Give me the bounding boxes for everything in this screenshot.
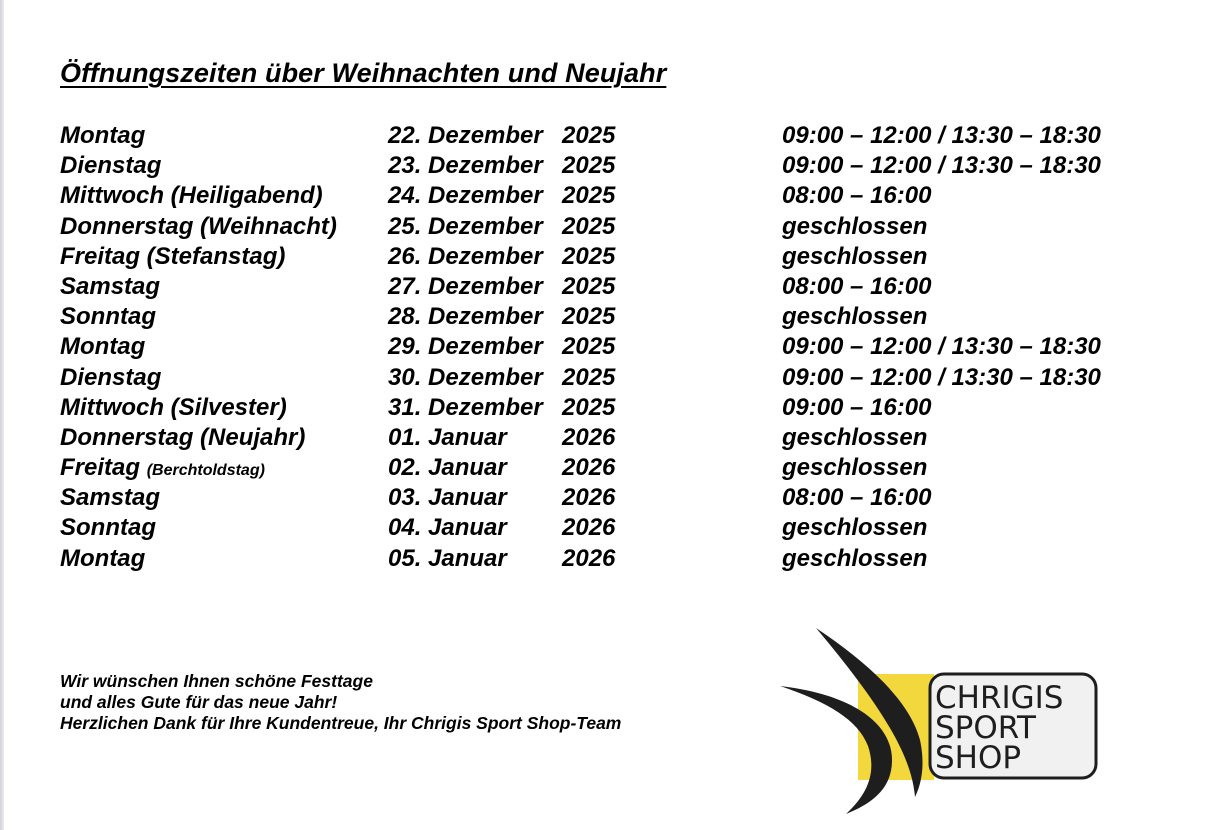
- year-label: 2025: [562, 333, 616, 361]
- opening-hours-label: geschlossen: [782, 544, 928, 572]
- date-label: 23. Dezember: [388, 152, 543, 180]
- opening-hours-schedule: [60, 121, 1180, 574]
- year-label: 2025: [562, 393, 616, 421]
- date-label: 01. Januar: [388, 423, 507, 451]
- logo-text-line: CHRIGIS: [935, 680, 1064, 716]
- weekday-label: Sonntag: [60, 514, 156, 542]
- opening-hours-label: geschlossen: [782, 423, 928, 451]
- date-label: 03. Januar: [388, 484, 507, 512]
- opening-hours-label: 09:00 – 12:00 / 13:30 – 18:30: [782, 152, 1101, 180]
- schedule-row: [60, 483, 1180, 513]
- year-label: 2025: [562, 152, 616, 180]
- opening-hours-label: geschlossen: [782, 454, 928, 482]
- opening-hours-label: 08:00 – 16:00: [782, 272, 932, 300]
- holiday-note: (Berchtoldstag): [146, 462, 265, 480]
- page-edge-shadow: [0, 0, 4, 830]
- weekday-cell: [60, 483, 160, 513]
- date-label: 31. Dezember: [388, 393, 543, 421]
- schedule-row: [60, 181, 1180, 211]
- weekday-cell: [60, 181, 323, 211]
- date-label: 02. Januar: [388, 454, 507, 482]
- weekday-label: Freitag: [60, 454, 141, 482]
- year-label: 2025: [562, 303, 616, 331]
- weekday-cell: [60, 363, 161, 393]
- schedule-row: [60, 302, 1180, 332]
- weekday-label: Montag: [60, 122, 146, 149]
- date-label: 30. Dezember: [388, 363, 543, 391]
- opening-hours-label: geschlossen: [782, 242, 928, 270]
- greeting-line: Wir wünschen Ihnen schöne Festtage: [60, 671, 373, 691]
- schedule-row: [60, 151, 1180, 181]
- page-title: Öffnungszeiten über Weihnachten und Neujahr: [60, 58, 667, 88]
- opening-hours-label: geschlossen: [782, 212, 928, 240]
- date-label: 24. Dezember: [388, 182, 543, 210]
- opening-hours-label: 08:00 – 16:00: [782, 484, 932, 512]
- weekday-label: Donnerstag (Neujahr): [60, 423, 306, 451]
- opening-hours-label: 09:00 – 12:00 / 13:30 – 18:30: [782, 363, 1101, 391]
- chrigis-sport-shop-logo: [780, 622, 1110, 817]
- date-label: 22. Dezember: [388, 122, 543, 149]
- schedule-row: [60, 544, 1180, 574]
- schedule-row: [60, 453, 1180, 483]
- logo-text-line: SPORT: [935, 710, 1036, 746]
- weekday-cell: [60, 332, 145, 362]
- opening-hours-label: geschlossen: [782, 514, 928, 542]
- date-label: 26. Dezember: [388, 242, 543, 270]
- year-label: 2026: [562, 454, 616, 482]
- logo-text-line: SHOP: [935, 740, 1022, 776]
- schedule-row: [60, 423, 1180, 453]
- date-label: 27. Dezember: [388, 272, 543, 300]
- schedule-row: [60, 121, 1180, 151]
- opening-hours-label: 09:00 – 16:00: [782, 393, 932, 421]
- opening-hours-label: geschlossen: [782, 303, 928, 331]
- date-label: 04. Januar: [388, 514, 507, 542]
- weekday-cell: [60, 393, 287, 423]
- opening-hours-label: 08:00 – 16:00: [782, 182, 932, 210]
- year-label: 2025: [562, 122, 616, 149]
- weekday-label: Mittwoch (Silvester): [60, 393, 287, 421]
- weekday-label: Dienstag: [60, 152, 162, 180]
- year-label: 2026: [562, 544, 616, 572]
- date-label: 05. Januar: [388, 544, 507, 572]
- opening-hours-label: 09:00 – 12:00 / 13:30 – 18:30: [782, 333, 1101, 361]
- opening-hours-label: 09:00 – 12:00 / 13:30 – 18:30: [782, 122, 1101, 149]
- weekday-cell: [60, 453, 265, 486]
- schedule-row: [60, 363, 1180, 393]
- greeting-line: und alles Gute für das neue Jahr!: [60, 692, 338, 712]
- schedule-row: [60, 332, 1180, 362]
- schedule-row: [60, 393, 1180, 423]
- weekday-label: Sonntag: [60, 303, 156, 331]
- weekday-cell: [60, 151, 161, 181]
- weekday-label: Mittwoch (Heiligabend): [60, 182, 323, 210]
- weekday-label: Montag: [60, 333, 146, 361]
- year-label: 2026: [562, 484, 616, 512]
- weekday-label: Freitag (Stefanstag): [60, 242, 286, 270]
- year-label: 2025: [562, 363, 616, 391]
- year-label: 2025: [562, 242, 616, 270]
- date-label: 25. Dezember: [388, 212, 543, 240]
- year-label: 2025: [562, 212, 616, 240]
- weekday-label: Samstag: [60, 484, 161, 512]
- weekday-label: Donnerstag (Weihnacht): [60, 212, 337, 240]
- weekday-cell: [60, 272, 160, 302]
- date-label: 28. Dezember: [388, 303, 543, 331]
- weekday-cell: [60, 544, 145, 574]
- schedule-row: [60, 212, 1180, 242]
- year-label: 2026: [562, 514, 616, 542]
- weekday-label: Montag: [60, 544, 146, 572]
- year-label: 2026: [562, 423, 616, 451]
- weekday-cell: [60, 212, 337, 242]
- schedule-row: [60, 242, 1180, 272]
- weekday-cell: [60, 423, 305, 453]
- date-label: 29. Dezember: [388, 333, 543, 361]
- greeting-line: Herzlichen Dank für Ihre Kundentreue, Ihr Chrigis Sport Shop-Team: [60, 713, 622, 733]
- year-label: 2025: [562, 272, 616, 300]
- weekday-label: Dienstag: [60, 363, 162, 391]
- weekday-cell: [60, 121, 145, 151]
- weekday-cell: [60, 513, 156, 543]
- greeting-message: [60, 671, 621, 734]
- year-label: 2025: [562, 182, 616, 210]
- weekday-cell: [60, 242, 285, 272]
- schedule-row: [60, 272, 1180, 302]
- schedule-row: [60, 513, 1180, 543]
- weekday-cell: [60, 302, 156, 332]
- weekday-label: Samstag: [60, 272, 161, 300]
